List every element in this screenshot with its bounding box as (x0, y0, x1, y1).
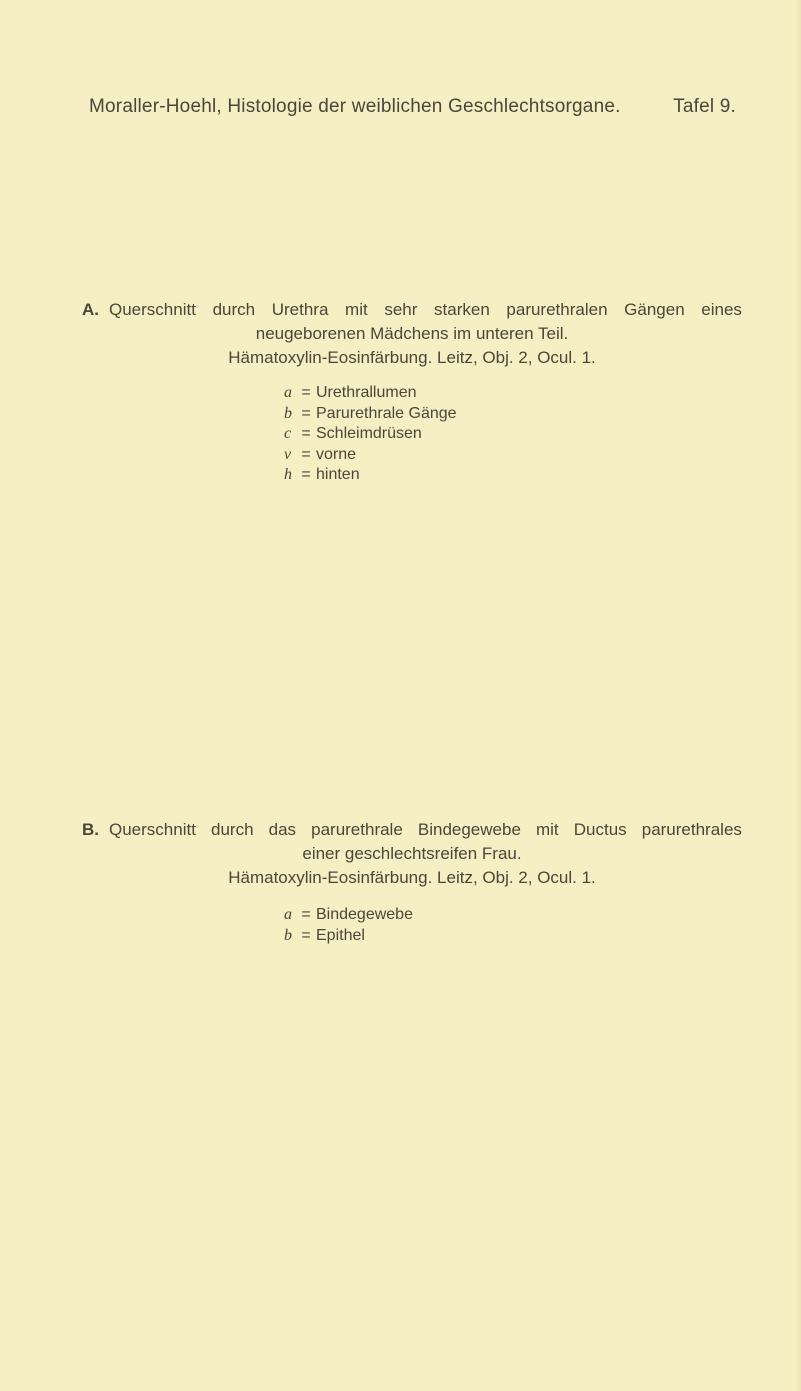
caption-a-word: Querschnitt (109, 300, 196, 319)
caption-a-label: A. (82, 300, 99, 319)
legend-value: Epithel (316, 926, 365, 944)
a-legend-row (284, 465, 457, 486)
caption-b-line-2: einer geschlechtsreifen Frau. (302, 844, 522, 863)
caption-b-word: Ductus (573, 820, 627, 839)
legend-key: a (284, 384, 292, 401)
legend-b (284, 905, 413, 946)
caption-a-word: starken (434, 300, 490, 319)
a-legend-row (284, 404, 457, 425)
legend-equals: = (301, 404, 311, 422)
a-legend-row (284, 424, 457, 445)
caption-a-word: Urethra (271, 300, 329, 319)
legend-key: b (284, 404, 292, 422)
a-legend-row (284, 445, 457, 466)
caption-a-word: eines (701, 300, 742, 319)
caption-b-word: das (268, 820, 297, 839)
caption-a-word: Gängen (624, 300, 685, 319)
legend-value: Schleimdrüsen (316, 425, 422, 442)
legend-key: a (284, 906, 292, 923)
page-edge-shadow (795, 0, 801, 1391)
caption-a-word: durch (212, 300, 256, 319)
caption-a-line-2: neugeborenen Mädchens im unteren Teil. (255, 324, 569, 343)
caption-a-line-1 (82, 298, 742, 322)
a-legend-row (284, 383, 457, 404)
legend-key: h (284, 466, 292, 483)
header-plate-number: Tafel 9. (673, 96, 736, 117)
caption-b-line-3: Hämatoxylin-Eosinfärbung. Leitz, Obj. 2, Ocul. 1. (228, 868, 596, 887)
legend-key: v (284, 445, 292, 463)
legend-value: vorne (316, 445, 357, 463)
caption-a-word: mit (345, 300, 368, 319)
caption-a (82, 298, 742, 370)
caption-b-word: Querschnitt (109, 820, 196, 839)
legend-equals: = (301, 445, 311, 463)
header-title: Moraller-Hoehl, Histologie der weiblichen Geschlechtsorgane. (89, 96, 621, 117)
legend-equals: = (301, 425, 311, 442)
legend-equals: = (301, 926, 311, 944)
legend-equals: = (301, 384, 311, 401)
legend-value: Bindegewebe (316, 906, 413, 923)
caption-b-word: Bindegewebe (417, 820, 521, 839)
legend-value: Urethrallumen (316, 384, 417, 401)
caption-a-line-3: Hämatoxylin-Eosinfärbung. Leitz, Obj. 2, Ocul. 1. (228, 348, 596, 367)
legend-value: hinten (316, 466, 360, 483)
caption-b-words (109, 818, 742, 842)
legend-value: Parurethrale Gänge (316, 404, 457, 422)
caption-b (82, 818, 742, 890)
caption-a-words (109, 298, 742, 322)
plate-header (89, 96, 736, 126)
legend-a (284, 383, 457, 486)
caption-b-word: mit (535, 820, 559, 839)
caption-b-label: B. (82, 820, 99, 839)
legend-key: c (284, 425, 292, 442)
caption-b-word: parurethrales (641, 820, 742, 839)
caption-b-line-1 (82, 818, 742, 842)
legend-equals: = (301, 906, 311, 923)
b-legend-row (284, 926, 413, 947)
legend-key: b (284, 926, 292, 944)
caption-b-word: parurethrale (311, 820, 403, 839)
legend-equals: = (301, 466, 311, 483)
caption-a-word: parurethralen (506, 300, 608, 319)
caption-a-word: sehr (384, 300, 418, 319)
b-legend-row (284, 905, 413, 926)
caption-b-word: durch (211, 820, 254, 839)
